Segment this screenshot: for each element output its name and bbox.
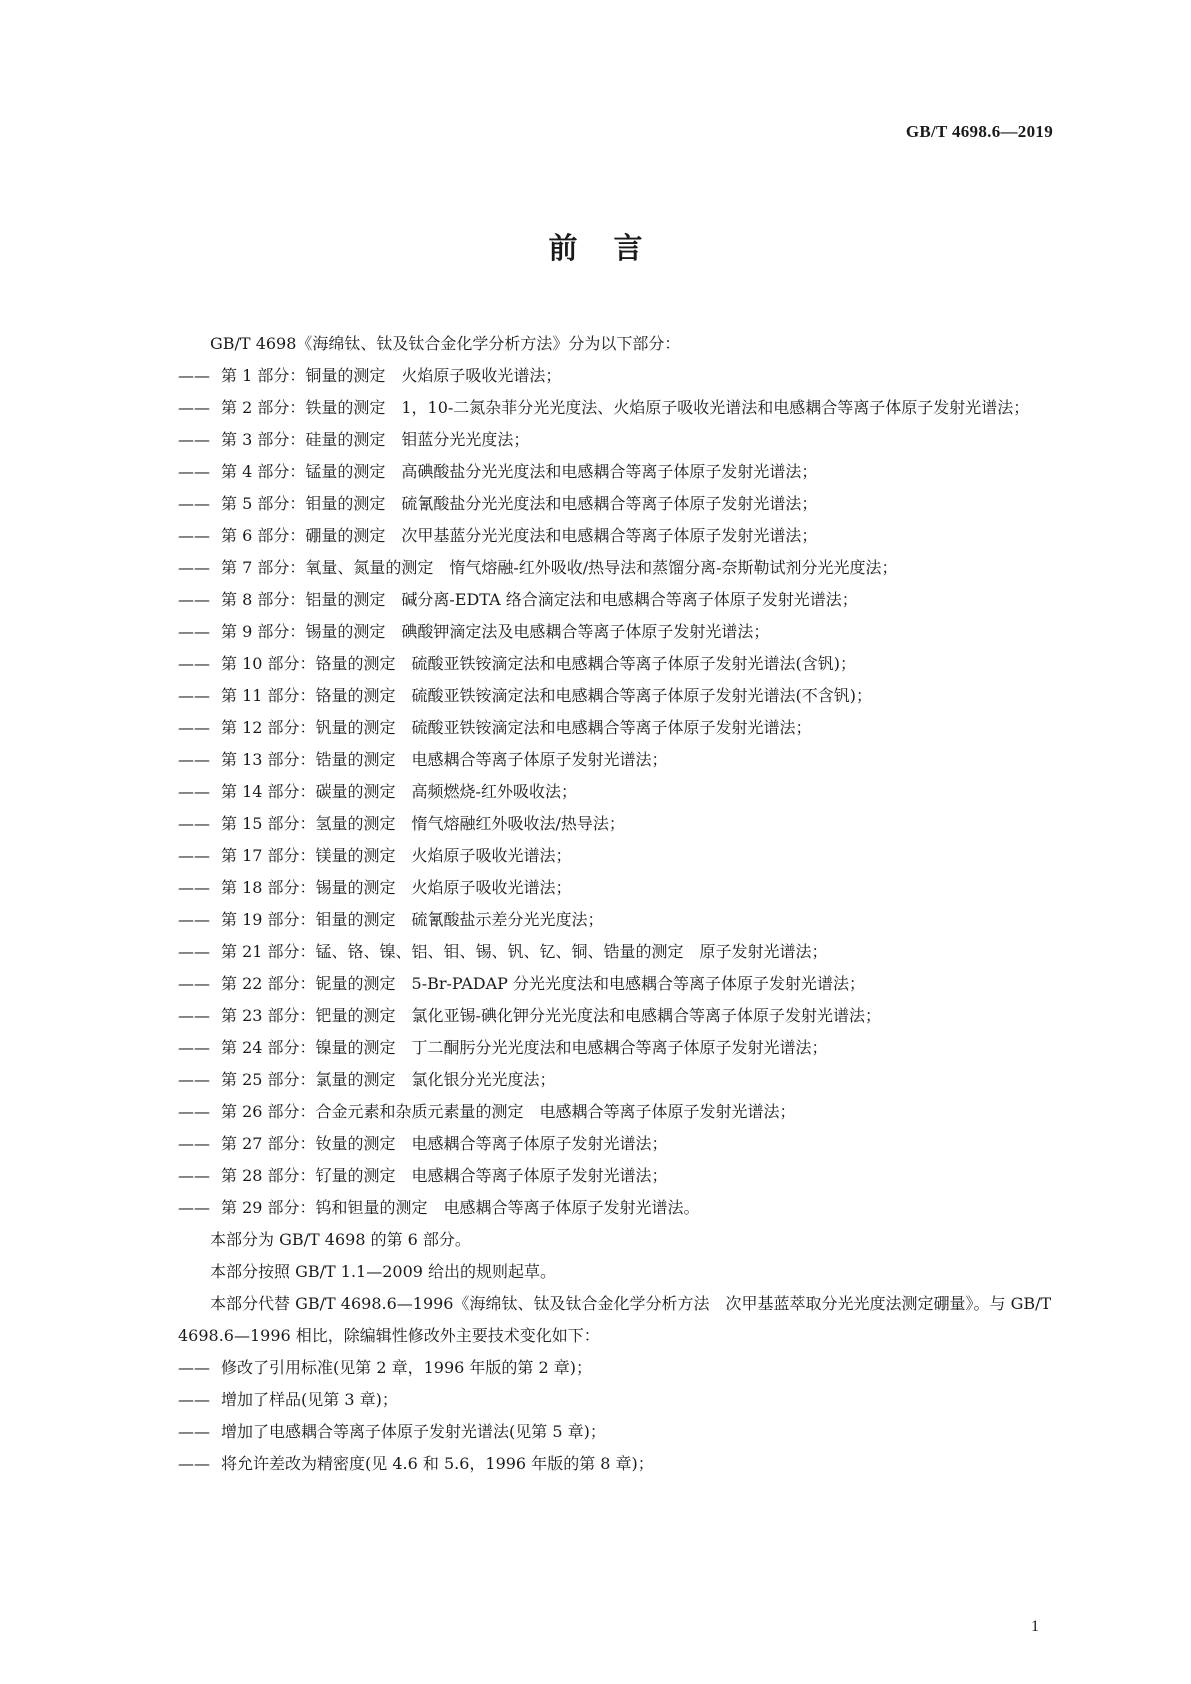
list-item-text: 第 6 部分：硼量的测定 次甲基蓝分光光度法和电感耦合等离子体原子发射光谱法； [221, 526, 818, 545]
list-item-text: 第 29 部分：钨和钽量的测定 电感耦合等离子体原子发射光谱法。 [221, 1198, 700, 1217]
list-dash: —— [178, 1198, 210, 1217]
paragraph-drafting-rules: 本部分按照 GB/T 1.1—2009 给出的规则起草。 [210, 1262, 557, 1281]
list-dash: —— [178, 878, 210, 897]
list-item-text: 将允许差改为精密度(见 4.6 和 5.6，1996 年版的第 8 章)； [221, 1454, 654, 1473]
list-item-text: 第 22 部分：铌量的测定 5-Br-PADAP 分光光度法和电感耦合等离子体原子发射光谱法； [221, 974, 866, 993]
part-list-item [178, 1064, 1058, 1096]
list-dash: —— [178, 558, 210, 577]
list-item-text: 第 18 部分：锡量的测定 火焰原子吸收光谱法； [221, 878, 572, 897]
list-dash: —— [178, 622, 210, 641]
list-item-text: 第 9 部分：锡量的测定 碘酸钾滴定法及电感耦合等离子体原子发射光谱法； [221, 622, 770, 641]
list-dash: —— [178, 846, 210, 865]
page-title: 前言 [548, 231, 679, 265]
part-list-item [178, 1192, 1058, 1224]
list-dash: —— [178, 526, 210, 545]
page-number: 1 [1031, 1618, 1039, 1635]
list-dash: —— [178, 462, 210, 481]
list-dash: —— [178, 814, 210, 833]
part-list-item [178, 872, 1058, 904]
list-item-text: 第 4 部分：锰量的测定 高碘酸盐分光光度法和电感耦合等离子体原子发射光谱法； [221, 462, 818, 481]
list-dash: —— [178, 654, 210, 673]
list-item-text: 第 3 部分：硅量的测定 钼蓝分光光度法； [221, 430, 530, 449]
list-dash: —— [178, 366, 210, 385]
list-item-text: 增加了电感耦合等离子体原子发射光谱法(见第 5 章)； [221, 1422, 606, 1441]
list-item-text: 第 24 部分：镍量的测定 丁二酮肟分光光度法和电感耦合等离子体原子发射光谱法； [221, 1038, 828, 1057]
part-list-item [178, 1032, 1058, 1064]
list-dash: —— [178, 1070, 210, 1089]
list-dash: —— [178, 782, 210, 801]
part-list-item [178, 776, 1058, 808]
list-item-text: 第 28 部分：钌量的测定 电感耦合等离子体原子发射光谱法； [221, 1166, 668, 1185]
list-dash: —— [178, 1166, 210, 1185]
part-list-item [178, 936, 1058, 968]
list-item-text: 第 12 部分：钒量的测定 硫酸亚铁铵滴定法和电感耦合等离子体原子发射光谱法； [221, 718, 812, 737]
list-dash: —— [178, 910, 210, 929]
list-dash: —— [178, 1390, 210, 1409]
list-item-text: 第 27 部分：钕量的测定 电感耦合等离子体原子发射光谱法； [221, 1134, 668, 1153]
part-list-item [178, 552, 1058, 584]
changes-list [178, 1352, 1058, 1480]
part-list-item [178, 904, 1058, 936]
part-list-item [178, 968, 1058, 1000]
list-dash: —— [178, 430, 210, 449]
list-dash: —— [178, 1358, 210, 1377]
list-dash: —— [178, 1134, 210, 1153]
part-list-item [178, 808, 1058, 840]
list-dash: —— [178, 1006, 210, 1025]
list-item-text: 第 26 部分：合金元素和杂质元素量的测定 电感耦合等离子体原子发射光谱法； [221, 1102, 796, 1121]
list-dash: —— [178, 974, 210, 993]
part-list-item [178, 424, 1058, 456]
list-item-text: 第 21 部分：锰、铬、镍、铝、钼、锡、钒、钇、铜、锆量的测定 原子发射光谱法； [221, 942, 828, 961]
list-dash: —— [178, 1454, 210, 1473]
parts-list [178, 360, 1058, 1224]
change-list-item [178, 1384, 1058, 1416]
list-item-text: 第 7 部分：氧量、氮量的测定 惰气熔融-红外吸收/热导法和蒸馏分离-奈斯勒试剂分光光度法； [221, 558, 898, 577]
list-item-text: 第 1 部分：铜量的测定 火焰原子吸收光谱法； [221, 366, 562, 385]
document-body [178, 328, 1058, 1480]
paragraph-replacement: 本部分代替 GB/T 4698.6—1996《海绵钛、钛及钛合金化学分析方法 次甲基蓝萃取分光光度法测定硼量》。与 GB/T 4698.6—1996 相比，除编辑性修改外主要技术变化如下： [178, 1294, 1052, 1345]
list-dash: —— [178, 1102, 210, 1121]
standard-number: GB/T 4698.6—2019 [905, 122, 1053, 141]
list-item-text: 第 19 部分：钼量的测定 硫氰酸盐示差分光光度法； [221, 910, 604, 929]
list-dash: —— [178, 942, 210, 961]
list-item-text: 第 8 部分：铝量的测定 碱分离-EDTA 络合滴定法和电感耦合等离子体原子发射光谱法； [221, 590, 858, 609]
list-dash: —— [178, 750, 210, 769]
list-item-text: 第 13 部分：锆量的测定 电感耦合等离子体原子发射光谱法； [221, 750, 668, 769]
change-list-item [178, 1448, 1058, 1480]
part-list-item [178, 392, 1058, 424]
part-list-item [178, 840, 1058, 872]
part-list-item [178, 584, 1058, 616]
part-list-item [178, 520, 1058, 552]
list-item-text: 第 2 部分：铁量的测定 1，10-二氮杂菲分光光度法、火焰原子吸收光谱法和电感耦合等离子体原子发射光谱法； [221, 398, 1030, 417]
list-item-text: 第 25 部分：氯量的测定 氯化银分光光度法； [221, 1070, 556, 1089]
list-dash: —— [178, 1038, 210, 1057]
list-item-text: 第 14 部分：碳量的测定 高频燃烧-红外吸收法； [221, 782, 577, 801]
list-item-text: 增加了样品(见第 3 章)； [221, 1390, 398, 1409]
part-list-item [178, 744, 1058, 776]
intro-paragraph: GB/T 4698《海绵钛、钛及钛合金化学分析方法》分为以下部分： [210, 334, 681, 353]
paragraph-part-statement: 本部分为 GB/T 4698 的第 6 部分。 [210, 1230, 471, 1249]
change-list-item [178, 1416, 1058, 1448]
list-dash: —— [178, 686, 210, 705]
change-list-item [178, 1352, 1058, 1384]
part-list-item [178, 616, 1058, 648]
list-dash: —— [178, 494, 210, 513]
list-item-text: 第 10 部分：铬量的测定 硫酸亚铁铵滴定法和电感耦合等离子体原子发射光谱法(含钒)； [221, 654, 857, 673]
part-list-item [178, 488, 1058, 520]
part-list-item [178, 1000, 1058, 1032]
list-item-text: 修改了引用标准(见第 2 章，1996 年版的第 2 章)； [221, 1358, 592, 1377]
part-list-item [178, 648, 1058, 680]
part-list-item [178, 712, 1058, 744]
list-dash: —— [178, 718, 210, 737]
part-list-item [178, 1160, 1058, 1192]
part-list-item [178, 1128, 1058, 1160]
list-item-text: 第 17 部分：镁量的测定 火焰原子吸收光谱法； [221, 846, 572, 865]
part-list-item [178, 456, 1058, 488]
part-list-item [178, 1096, 1058, 1128]
part-list-item [178, 360, 1058, 392]
list-dash: —— [178, 590, 210, 609]
list-dash: —— [178, 398, 210, 417]
list-item-text: 第 15 部分：氢量的测定 惰气熔融红外吸收法/热导法； [221, 814, 625, 833]
list-item-text: 第 23 部分：钯量的测定 氯化亚锡-碘化钾分光光度法和电感耦合等离子体原子发射光谱法； [221, 1006, 881, 1025]
list-item-text: 第 11 部分：铬量的测定 硫酸亚铁铵滴定法和电感耦合等离子体原子发射光谱法(不含钒)； [221, 686, 873, 705]
list-dash: —— [178, 1422, 210, 1441]
part-list-item [178, 680, 1058, 712]
list-item-text: 第 5 部分：钼量的测定 硫氰酸盐分光光度法和电感耦合等离子体原子发射光谱法； [221, 494, 818, 513]
